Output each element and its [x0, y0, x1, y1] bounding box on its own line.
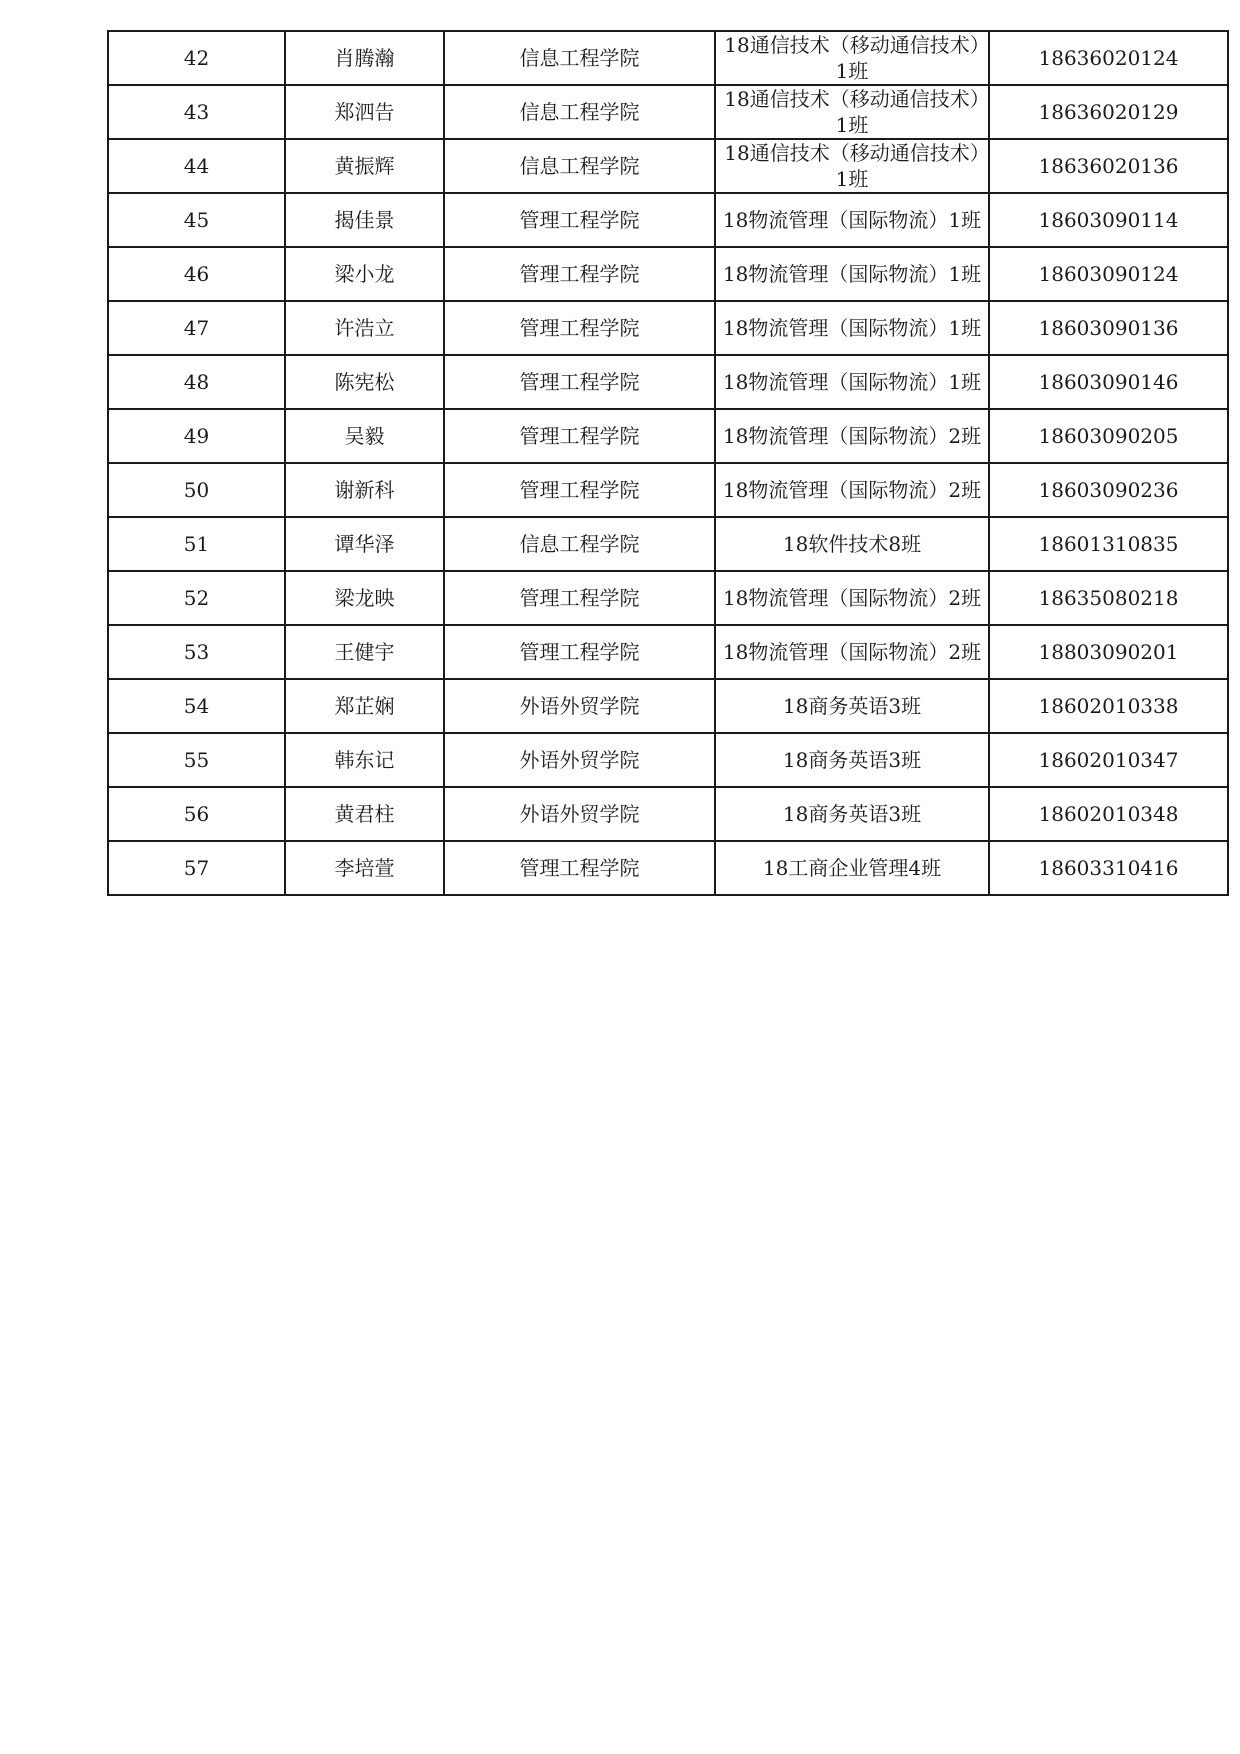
table-row [108, 517, 1228, 571]
table-row [108, 571, 1228, 625]
table-row [108, 355, 1228, 409]
class-cell: 18物流管理（国际物流）2班 [715, 625, 989, 679]
student-name-cell: 黄振辉 [285, 139, 444, 193]
row-number-cell: 46 [108, 247, 285, 301]
class-cell: 18物流管理（国际物流）2班 [715, 571, 989, 625]
student-name-cell: 陈宪松 [285, 355, 444, 409]
row-number-cell: 42 [108, 31, 285, 85]
row-number-cell: 57 [108, 841, 285, 895]
student-id-cell: 18603090136 [989, 301, 1228, 355]
row-number-cell: 44 [108, 139, 285, 193]
row-number-cell: 55 [108, 733, 285, 787]
student-id-cell: 18603090146 [989, 355, 1228, 409]
roster-table-body [108, 31, 1228, 895]
student-id-cell: 18602010348 [989, 787, 1228, 841]
student-name-cell: 郑芷娴 [285, 679, 444, 733]
table-row [108, 193, 1228, 247]
college-cell: 信息工程学院 [444, 85, 715, 139]
student-name-cell: 谭华泽 [285, 517, 444, 571]
class-cell: 18物流管理（国际物流）2班 [715, 409, 989, 463]
table-row [108, 247, 1228, 301]
student-id-cell: 18636020136 [989, 139, 1228, 193]
table-row [108, 787, 1228, 841]
student-id-cell: 18636020124 [989, 31, 1228, 85]
student-id-cell: 18636020129 [989, 85, 1228, 139]
class-cell: 18物流管理（国际物流）2班 [715, 463, 989, 517]
table-row [108, 625, 1228, 679]
class-cell: 18商务英语3班 [715, 679, 989, 733]
class-cell: 18物流管理（国际物流）1班 [715, 355, 989, 409]
college-cell: 外语外贸学院 [444, 787, 715, 841]
student-name-cell: 谢新科 [285, 463, 444, 517]
college-cell: 信息工程学院 [444, 139, 715, 193]
student-name-cell: 王健宇 [285, 625, 444, 679]
student-name-cell: 郑泗告 [285, 85, 444, 139]
college-cell: 管理工程学院 [444, 301, 715, 355]
row-number-cell: 50 [108, 463, 285, 517]
student-id-cell: 18603090114 [989, 193, 1228, 247]
student-id-cell: 18603090205 [989, 409, 1228, 463]
college-cell: 管理工程学院 [444, 355, 715, 409]
row-number-cell: 52 [108, 571, 285, 625]
table-row [108, 463, 1228, 517]
student-id-cell: 18803090201 [989, 625, 1228, 679]
table-row [108, 841, 1228, 895]
table-row [108, 679, 1228, 733]
college-cell: 信息工程学院 [444, 517, 715, 571]
class-cell: 18商务英语3班 [715, 787, 989, 841]
student-id-cell: 18602010338 [989, 679, 1228, 733]
student-name-cell: 黄君柱 [285, 787, 444, 841]
row-number-cell: 56 [108, 787, 285, 841]
student-id-cell: 18601310835 [989, 517, 1228, 571]
row-number-cell: 47 [108, 301, 285, 355]
student-name-cell: 许浩立 [285, 301, 444, 355]
college-cell: 管理工程学院 [444, 463, 715, 517]
row-number-cell: 51 [108, 517, 285, 571]
college-cell: 管理工程学院 [444, 409, 715, 463]
class-cell: 18通信技术（移动通信技术）1班 [715, 31, 989, 85]
table-row [108, 409, 1228, 463]
student-id-cell: 18603310416 [989, 841, 1228, 895]
row-number-cell: 54 [108, 679, 285, 733]
table-row [108, 31, 1228, 85]
table-row [108, 301, 1228, 355]
row-number-cell: 48 [108, 355, 285, 409]
student-name-cell: 李培萱 [285, 841, 444, 895]
student-id-cell: 18635080218 [989, 571, 1228, 625]
student-name-cell: 梁小龙 [285, 247, 444, 301]
table-row [108, 139, 1228, 193]
student-name-cell: 吴毅 [285, 409, 444, 463]
row-number-cell: 53 [108, 625, 285, 679]
class-cell: 18通信技术（移动通信技术）1班 [715, 139, 989, 193]
class-cell: 18软件技术8班 [715, 517, 989, 571]
student-name-cell: 梁龙映 [285, 571, 444, 625]
student-id-cell: 18603090124 [989, 247, 1228, 301]
student-name-cell: 韩东记 [285, 733, 444, 787]
college-cell: 外语外贸学院 [444, 679, 715, 733]
student-name-cell: 肖腾瀚 [285, 31, 444, 85]
class-cell: 18物流管理（国际物流）1班 [715, 193, 989, 247]
class-cell: 18商务英语3班 [715, 733, 989, 787]
student-name-cell: 揭佳景 [285, 193, 444, 247]
student-id-cell: 18602010347 [989, 733, 1228, 787]
college-cell: 信息工程学院 [444, 31, 715, 85]
class-cell: 18物流管理（国际物流）1班 [715, 247, 989, 301]
college-cell: 管理工程学院 [444, 841, 715, 895]
table-row [108, 85, 1228, 139]
row-number-cell: 49 [108, 409, 285, 463]
row-number-cell: 43 [108, 85, 285, 139]
student-id-cell: 18603090236 [989, 463, 1228, 517]
class-cell: 18物流管理（国际物流）1班 [715, 301, 989, 355]
class-cell: 18工商企业管理4班 [715, 841, 989, 895]
college-cell: 管理工程学院 [444, 247, 715, 301]
table-row [108, 733, 1228, 787]
row-number-cell: 45 [108, 193, 285, 247]
college-cell: 管理工程学院 [444, 625, 715, 679]
college-cell: 管理工程学院 [444, 193, 715, 247]
college-cell: 外语外贸学院 [444, 733, 715, 787]
student-roster-table [107, 30, 1229, 896]
college-cell: 管理工程学院 [444, 571, 715, 625]
class-cell: 18通信技术（移动通信技术）1班 [715, 85, 989, 139]
